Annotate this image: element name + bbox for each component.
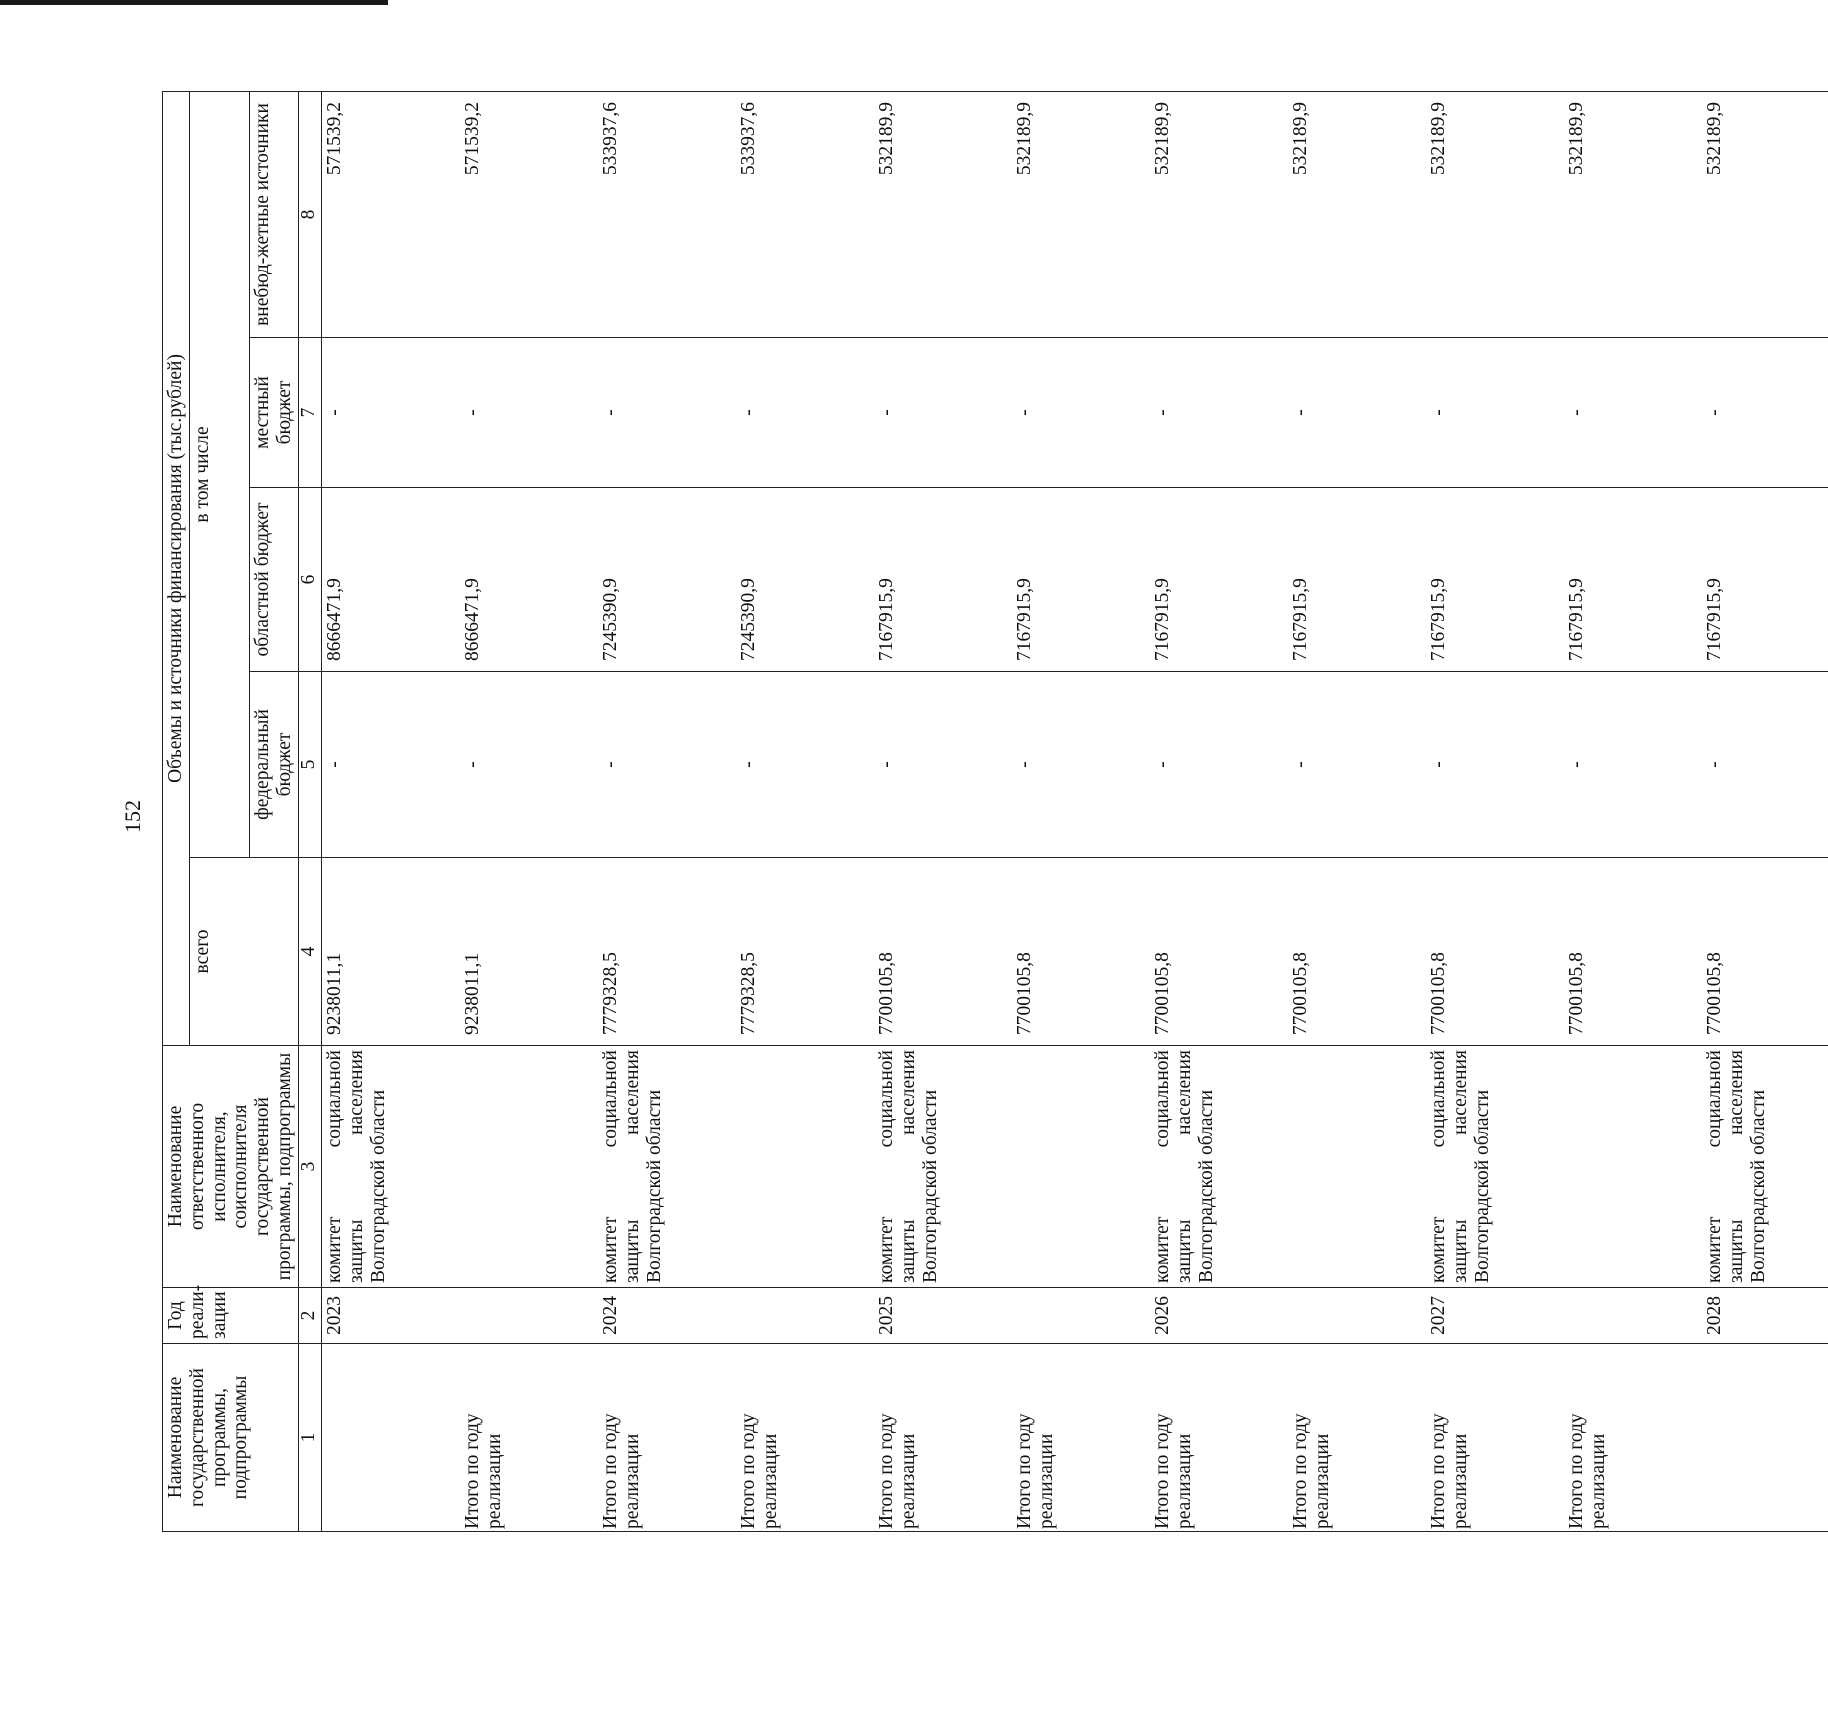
col-number: 5 [298,672,321,858]
row-total: 7779328,5 [598,858,736,1046]
row-federal: - [1564,672,1702,858]
row-executor [1012,1046,1150,1288]
header-regional: областной бюджет [250,488,299,672]
scan-edge-bar [0,0,388,5]
table-row [1012,91,1150,1531]
row-total: 7700105,8 [1012,858,1150,1046]
row-executor: комитет социальной защиты населения Волгоградской области [1702,1046,1828,1288]
row-total: 7779328,5 [736,858,874,1046]
row-regional: 8666471,9 [460,488,598,672]
row-executor [736,1046,874,1288]
row-program-name: Итого по году реализации [1564,1344,1702,1532]
funding-table [162,91,1828,1532]
table-row [1150,91,1288,1531]
row-year [1564,1288,1702,1344]
row-total: 7700105,8 [874,858,1012,1046]
row-offbudget: 571539,2 [321,91,460,337]
row-federal: - [1426,672,1564,858]
row-offbudget: 532189,9 [1702,91,1828,337]
table-row [736,91,874,1531]
header-executor: Наименование ответственного исполнителя, соисполнителя государственной программы, подпрограммы [163,1046,299,1288]
row-total: 7700105,8 [1426,858,1564,1046]
row-regional: 7245390,9 [598,488,736,672]
row-regional: 7167915,9 [1288,488,1426,672]
table-row [1564,91,1702,1531]
row-program-name: Итого по году реализации [1426,1344,1564,1532]
row-year [736,1288,874,1344]
col-number: 2 [298,1288,321,1344]
col-number: 4 [298,858,321,1046]
row-offbudget: 533937,6 [736,91,874,337]
row-executor: комитет социальной защиты населения Волгоградской области [321,1046,460,1288]
row-executor: комитет социальной защиты населения Волгоградской области [598,1046,736,1288]
table-row [1426,91,1564,1531]
row-local: - [1012,338,1150,488]
row-federal: - [598,672,736,858]
row-program-name: Итого по году реализации [598,1344,736,1532]
row-offbudget: 532189,9 [1288,91,1426,337]
row-federal: - [1702,672,1828,858]
row-year: 2028 [1702,1288,1828,1344]
row-year: 2026 [1150,1288,1288,1344]
column-numbers-row [298,91,321,1531]
header-year: Год реали-зации [163,1288,299,1344]
col-number: 3 [298,1046,321,1288]
row-program-name: Итого по году реализации [874,1344,1012,1532]
row-local: - [1288,338,1426,488]
row-regional: 7167915,9 [1150,488,1288,672]
col-number: 8 [298,91,321,337]
row-year [1288,1288,1426,1344]
row-federal: - [460,672,598,858]
row-regional: 7167915,9 [874,488,1012,672]
col-number: 6 [298,488,321,672]
row-executor [460,1046,598,1288]
row-local: - [460,338,598,488]
row-local: - [1702,338,1828,488]
row-executor: комитет социальной защиты населения Волгоградской области [1150,1046,1288,1288]
page-number: 152 [120,800,145,833]
row-program-name [1702,1344,1828,1532]
table-row [460,91,598,1531]
row-federal: - [1012,672,1150,858]
row-year: 2025 [874,1288,1012,1344]
row-total: 9238011,1 [321,858,460,1046]
row-local: - [736,338,874,488]
row-federal: - [1150,672,1288,858]
row-year [1012,1288,1150,1344]
row-regional: 7245390,9 [736,488,874,672]
row-year: 2024 [598,1288,736,1344]
row-executor [1564,1046,1702,1288]
col-number: 7 [298,338,321,488]
row-regional: 7167915,9 [1564,488,1702,672]
row-program-name: Итого по году реализации [460,1344,598,1532]
row-program-name: Итого по году реализации [1012,1344,1150,1532]
row-program-name: Итого по году реализации [1288,1344,1426,1532]
table-row [598,91,736,1531]
row-total: 7700105,8 [1702,858,1828,1046]
row-regional: 7167915,9 [1012,488,1150,672]
header-including: в том числе [189,91,249,857]
row-local: - [321,338,460,488]
row-program-name: Итого по году реализации [1150,1344,1288,1532]
row-federal: - [874,672,1012,858]
row-executor [1288,1046,1426,1288]
row-regional: 7167915,9 [1702,488,1828,672]
row-year: 2023 [321,1288,460,1344]
row-federal: - [736,672,874,858]
row-offbudget: 532189,9 [874,91,1012,337]
header-local: местный бюджет [250,338,299,488]
row-regional: 7167915,9 [1426,488,1564,672]
row-federal: - [1288,672,1426,858]
header-total: всего [189,858,298,1046]
row-executor: комитет социальной защиты населения Волгоградской области [874,1046,1012,1288]
table-row [1702,91,1828,1531]
row-offbudget: 533937,6 [598,91,736,337]
row-year: 2027 [1426,1288,1564,1344]
rotated-page-content [162,92,1769,1532]
row-year [460,1288,598,1344]
row-local: - [1426,338,1564,488]
table-body [321,91,1828,1531]
row-executor: комитет социальной защиты населения Волгоградской области [1426,1046,1564,1288]
row-total: 7700105,8 [1288,858,1426,1046]
row-offbudget: 532189,9 [1426,91,1564,337]
row-program-name: Итого по году реализации [736,1344,874,1532]
table-row [321,91,460,1531]
row-local: - [1564,338,1702,488]
table-row [874,91,1012,1531]
row-total: 9238011,1 [460,858,598,1046]
row-offbudget: 532189,9 [1012,91,1150,337]
row-total: 7700105,8 [1564,858,1702,1046]
header-funding: Объемы и источники финансирования (тыс.рублей) [163,91,190,1045]
row-local: - [1150,338,1288,488]
row-local: - [874,338,1012,488]
row-offbudget: 532189,9 [1150,91,1288,337]
row-offbudget: 532189,9 [1564,91,1702,337]
header-program-name: Наименование государственной программы, подпрограммы [163,1344,299,1532]
col-number: 1 [298,1344,321,1532]
table-row [1288,91,1426,1531]
row-offbudget: 571539,2 [460,91,598,337]
header-federal: федеральный бюджет [250,672,299,858]
row-total: 7700105,8 [1150,858,1288,1046]
row-regional: 8666471,9 [321,488,460,672]
header-offbudget: внебюд-жетные источники [250,91,299,337]
row-federal: - [321,672,460,858]
row-program-name [321,1344,460,1532]
row-local: - [598,338,736,488]
